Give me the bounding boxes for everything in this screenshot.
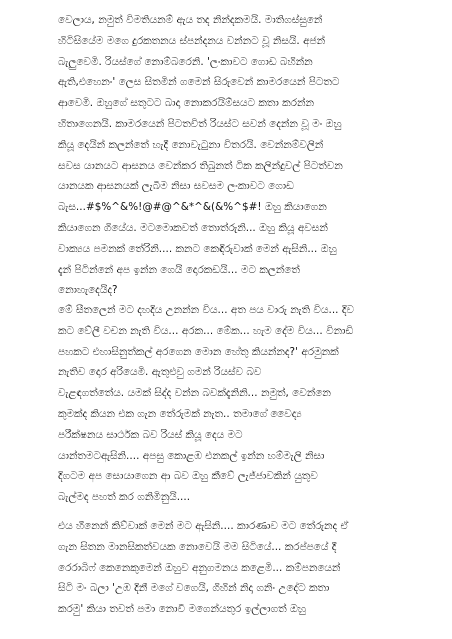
text-line: හිටිසියේම මගෙ දුරකතනය ස්පන්දනය වන්නට වූ නිසයි. අජන් — [58, 34, 326, 47]
text-line: රෙරාබිෆ් කෙනෙකුමෙන් ඔහුව අනුගමනය කළෙමි... කම්පනයෙන් — [58, 561, 341, 574]
text-line: සවස යානයට ආසනය වෙන්කර තිබුනත් ටික කලින්දුවල් පිටත්වන — [58, 159, 343, 172]
text-line: බැල්මද පහත් කර ගනිමිනුයි.... — [58, 491, 191, 504]
text-line: නැතිව දොර අරියෙමි. ඇතුළුවු ගමන් රියස්ව බව — [58, 366, 262, 379]
text-line: පරීක්ෂනය සාර්ථක බව රියස් කියූ දෙය මට — [58, 428, 243, 441]
text-line: කට වේලී වචන නැති විය... අරක... මේක... හැම දේම විය... විනාඩි — [58, 324, 354, 337]
text-line: බැස...#$%^&%!@#@^&*^&(&%^$#! ඔහු කියාගෙන — [58, 201, 327, 214]
paragraph-1 — [58, 10, 414, 301]
text-line: සිටි මං බලා 'උඹ දිනී මගේ වගෙයි, ගිහින් නිදා ගනිං උදේට කතා — [58, 582, 330, 595]
text-line: නොහැදෙයිද? — [58, 284, 118, 297]
text-line: කුමක්ද කියන එක ගැන තේරුමක් නැත.. තමාගේ වෛද්‍ය — [58, 407, 302, 420]
text-line: බැලුවෙමි. රියස්ගේ නොම්බරෙනි. 'ලංකාවට ගොඩ බහින්න — [58, 55, 313, 68]
text-line: යානයක ආසනයක් ලැබීම නිසා සවසම ලංකාවට ගොඩ — [58, 180, 294, 193]
text-line: යාන්තමටඇසිනි.... අපසු කොළඹ එනකල් ඉන්න හම්මැලි නිසා — [58, 449, 325, 462]
text-line: මේ සීතලෙන් මට දහදිය උනන්න විය... අත පය වාරු නැති විය... දිව — [58, 304, 355, 316]
text-line: හිතාගෙනයි. කාමරයෙන් පිටතවිත් රියස්ට සවන් දෙන්න වූ මං ඔහු — [58, 117, 342, 130]
text-line: වෙලාය, නමුත් විමතියනම් ඇය තද නින්දකමයි. මාතිගස්සුනේ — [58, 14, 323, 26]
text-line: කරමු' කියා තවත් පමා නොවී මගෙන්යතුර ඉල්ලාගත් ඔහු — [58, 603, 306, 616]
paragraph-2 — [58, 300, 414, 508]
text-line: ගැන සිතන මානසිකත්වයක නොවෙයි මම සිටියේ... කරප්පයේ දී — [58, 540, 337, 553]
text-line: ආවෙමි. ඔහුගේ සතුටට බාදා නොකරයිම්සයට කතා කරන්න — [58, 97, 314, 110]
text-line: එය හීනෙන් කිව්වාක් මෙන් මට ඇසිනි.... කාරණාව මට තේරුනද ඒ — [58, 520, 349, 532]
text-line: ඇති,එහෙනං' ලෙස සිතමින් ගමෙන් සිරුවෙන් කාමරයෙන් පිටතට — [58, 76, 340, 89]
text-line: වාක්‍යය පමනක් තේරිනි.... කනට කෙඳිරුවාක් මෙන් ඇසිනි... ඔහු — [58, 242, 337, 255]
paragraph-3 — [58, 516, 414, 620]
text-line: දැන් පිටින්නේ අප ඉන්න ගෙයි දොරකඩයි... මට කලන්තේ — [58, 263, 300, 276]
text-line: පහකට එහාසිනුත්කල් අරගෙන මොන හේතු කියන්නද?' අරමුනක් — [58, 345, 339, 358]
text-line: වැළඳගත්තේය. යමක් සිද්ද වන්න බවක්දැනිනි... නමුත්, වෙන්නෙ — [58, 387, 331, 400]
text-line: දිගටම අප සොයාගෙන ආ බව ඔහු කීවේ ලැජ්ජාවකින් යුතුව — [58, 470, 318, 483]
text-line: කියූ දෙයින් කලන්තේ හැදී නොවැටුනා විතරයි. වෙන්නම්වලින් — [58, 138, 324, 151]
text-line: කියාගෙන ගියේය. මටමොකවත් තොත්රුනි... ඔහු කියූ අවසන් — [58, 221, 328, 234]
